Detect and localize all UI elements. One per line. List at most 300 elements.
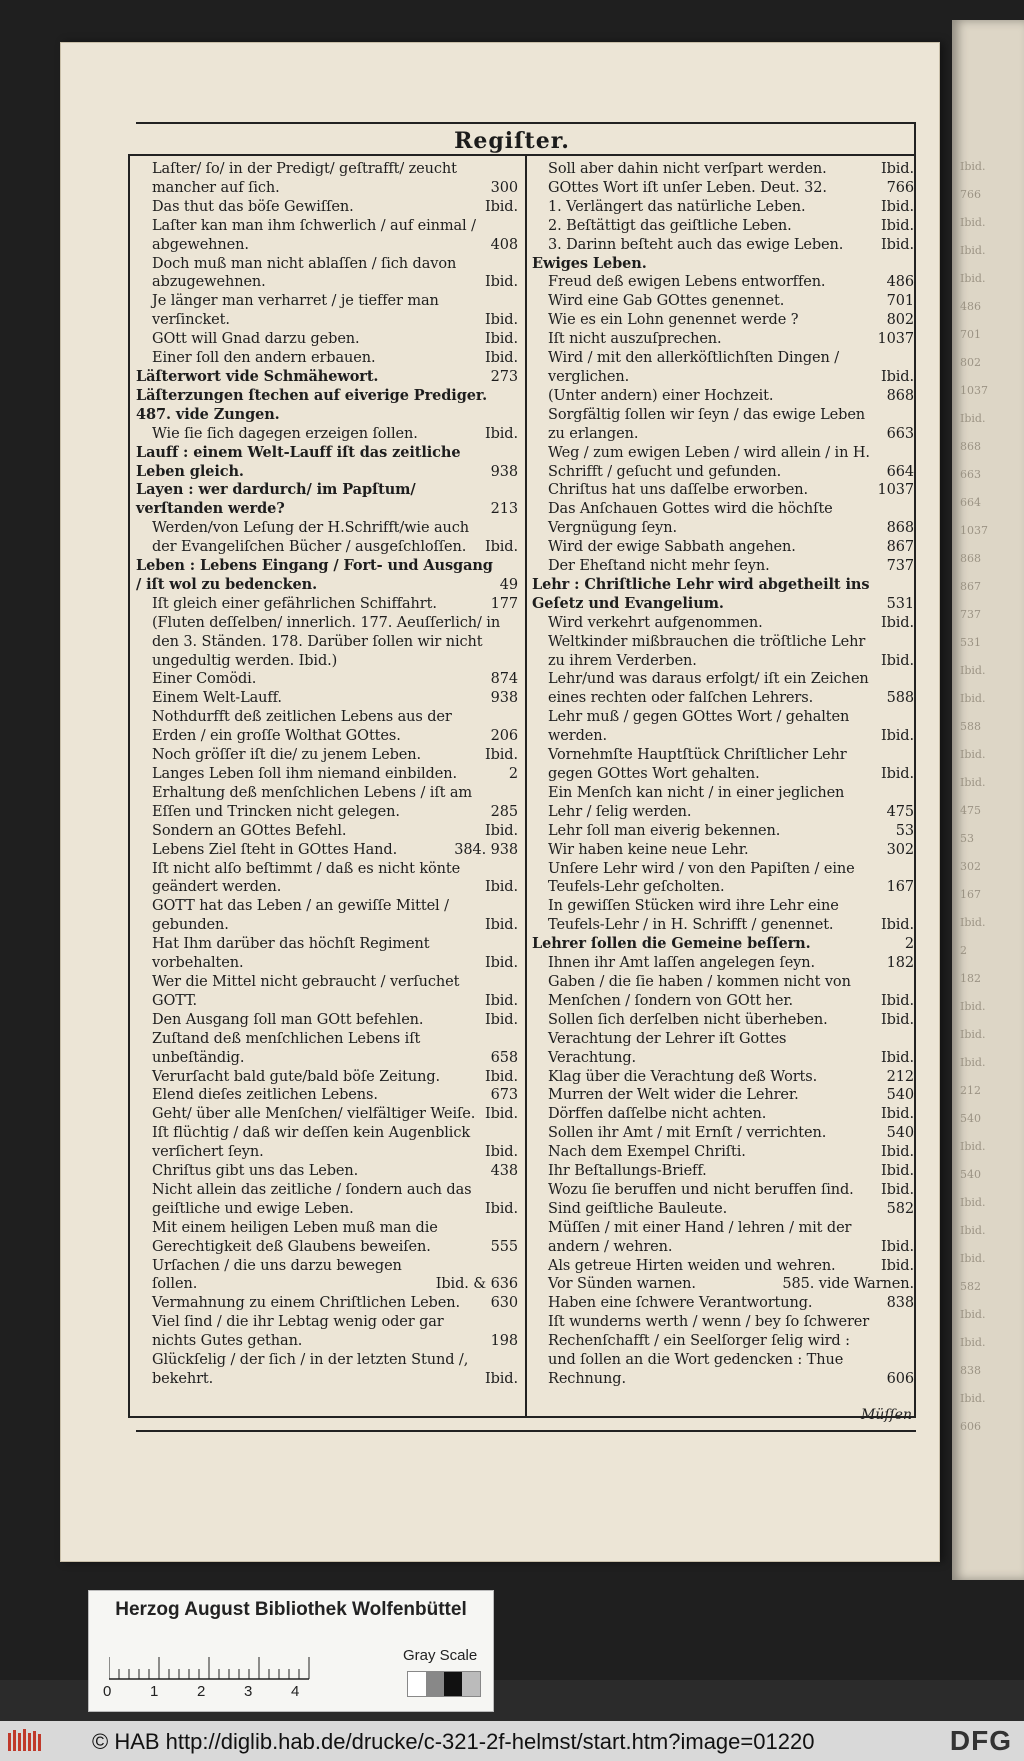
entry-page-ref: 531 xyxy=(886,595,914,612)
index-entry xyxy=(136,387,518,425)
adjacent-page-fragment: 588 xyxy=(960,720,981,733)
entry-text: Vor Sünden warnen. xyxy=(548,1276,696,1293)
entry-page-ref: Ibid. xyxy=(484,917,518,934)
index-entry xyxy=(532,387,914,406)
adjacent-page-fragment: Ibid. xyxy=(960,916,986,929)
entry-text: (Fluten deſſelben/ innerlich. 177. Aeuſſerlich/ in den 3. Ständen. 178. Darüber ſollen wir nicht ungedultig werden. Ibid.) xyxy=(152,614,501,669)
entry-page-ref: 868 xyxy=(886,387,914,404)
entry-text: Lehr muß / gegen GOttes Wort / gehalten werden. xyxy=(548,709,850,745)
index-entry xyxy=(532,1181,914,1200)
entry-text: Langes Leben ſoll ihm niemand einbilden. xyxy=(152,766,457,782)
index-entry xyxy=(532,841,914,860)
entry-page-ref: 486 xyxy=(886,274,914,291)
index-entry xyxy=(532,1086,914,1105)
entry-text: Chriſtus gibt uns das Leben. xyxy=(152,1163,359,1180)
index-entry xyxy=(532,406,914,444)
index-entry xyxy=(136,519,518,557)
entry-text: Lebens Ziel ſteht in GOttes Hand. xyxy=(152,841,398,858)
index-entry xyxy=(136,746,518,765)
index-entry xyxy=(136,557,518,595)
adjacent-page-fragment: Ibid. xyxy=(960,664,986,677)
index-entry xyxy=(532,1030,914,1068)
adjacent-page-fragment: 1037 xyxy=(960,384,988,397)
entry-text: Mit einem heiligen Leben muß man die Gerechtigkeit deß Glaubens beweiſen. xyxy=(152,1219,438,1255)
entry-page-ref: 475 xyxy=(886,803,914,820)
adjacent-page-fragment: 737 xyxy=(960,608,981,621)
index-entry xyxy=(532,538,914,557)
entry-text: Wozu ſie beruffen und nicht beruffen ſind. xyxy=(548,1181,854,1198)
entry-text: Unſere Lehr wird / von den Papiſten / eine Teufels-Lehr geſcholten. xyxy=(548,860,855,896)
index-entry xyxy=(532,1143,914,1162)
entry-page-ref: 938 xyxy=(490,690,518,707)
entry-page-ref: Ibid. xyxy=(880,1163,914,1180)
entry-page-ref: Ibid. xyxy=(484,822,518,839)
index-entry xyxy=(136,198,518,217)
entry-text: Viel ſind / die ihr Lebtag wenig oder gar nichts Gutes gethan. xyxy=(152,1314,444,1350)
index-entry xyxy=(136,1219,518,1257)
entry-text: Layen : wer dardurch/ im Papſtum/ verſtanden werde? xyxy=(136,481,416,518)
entry-page-ref: Ibid. xyxy=(880,728,914,745)
gray-scale-caption: Gray Scale xyxy=(403,1647,478,1664)
adjacent-page-fragment: Ibid. xyxy=(960,272,986,285)
index-entry xyxy=(136,1086,518,1105)
index-entry xyxy=(532,273,914,292)
entry-page-ref: Ibid. xyxy=(484,331,518,348)
adjacent-page-fragment: 582 xyxy=(960,1280,981,1293)
entry-text: Iſt flüchtig / daß wir deſſen kein Augenblick verſichert ſeyn. xyxy=(152,1125,471,1161)
entry-text: Geht/ über alle Menſchen/ vielfältiger Weiſe. xyxy=(152,1106,476,1123)
entry-text: Das thut das böſe Gewiſſen. xyxy=(152,198,354,215)
entry-text: Chriſtus hat uns daſſelbe erworben. xyxy=(548,482,808,499)
entry-page-ref: 1037 xyxy=(877,482,914,499)
adjacent-page-fragment: 167 xyxy=(960,888,981,901)
index-entry xyxy=(532,935,914,954)
bottom-rule xyxy=(128,1416,916,1418)
bottom-rule-double xyxy=(136,1430,916,1432)
entry-text: Sondern an GOttes Befehl. xyxy=(152,822,347,839)
entry-page-ref: 285 xyxy=(490,803,518,820)
entry-page-ref: Ibid. xyxy=(880,236,914,253)
entry-text: Wie es ein Lohn genennet werde ? xyxy=(548,312,799,329)
entry-text: Als getreue Hirten weiden und wehren. xyxy=(548,1257,836,1274)
index-entry xyxy=(136,160,518,198)
entry-text: GOttes Wort iſt unſer Leben. Deut. 32. xyxy=(548,179,827,196)
index-entry xyxy=(532,973,914,1011)
index-column-right xyxy=(532,160,914,1389)
index-entry xyxy=(136,1257,518,1295)
entry-page-ref: 384. 938 xyxy=(454,841,518,858)
entry-page-ref: 664 xyxy=(886,463,914,480)
adjacent-page-fragment: 868 xyxy=(960,552,981,565)
adjacent-page-fragment: 212 xyxy=(960,1084,981,1097)
entry-page-ref: 167 xyxy=(886,879,914,896)
entry-text: Nach dem Exempel Chriſti. xyxy=(548,1144,746,1161)
adjacent-page-fragment: Ibid. xyxy=(960,1392,986,1405)
viewer-footer xyxy=(0,1721,1024,1761)
entry-text: Murren der Welt wider die Lehrer. xyxy=(548,1087,799,1104)
index-entry xyxy=(532,1219,914,1257)
entry-page-ref: 212 xyxy=(886,1068,914,1085)
entry-text: Noch gröſſer iſt die/ zu jenem Leben. xyxy=(152,747,421,764)
entry-text: 2. Beſtättigt das geiſtliche Leben. xyxy=(548,217,792,234)
index-entry xyxy=(136,444,518,482)
adjacent-page-fragment: 867 xyxy=(960,580,981,593)
institution-name: Herzog August Bibliothek Wolfenbüttel xyxy=(115,1599,467,1620)
top-rule xyxy=(136,122,916,124)
entry-page-ref: 663 xyxy=(886,425,914,442)
index-entry xyxy=(136,670,518,689)
entry-page-ref: Ibid. xyxy=(880,1181,914,1198)
entry-text: Ewiges Leben. xyxy=(532,254,647,272)
entry-page-ref: Ibid. & 636 xyxy=(435,1276,518,1293)
entry-page-ref: 2 xyxy=(904,936,914,953)
adjacent-page-fragment: Ibid. xyxy=(960,1308,986,1321)
index-entry xyxy=(532,217,914,236)
index-entry xyxy=(136,784,518,822)
index-entry xyxy=(136,1162,518,1181)
index-entry xyxy=(532,330,914,349)
adjacent-page-fragment: 766 xyxy=(960,188,981,201)
entry-text: Sind geiſtliche Bauleute. xyxy=(548,1200,728,1217)
entry-text: Leben : Lebens Eingang / Fort- und Ausgang / iſt wol zu bedencken. xyxy=(136,557,493,593)
entry-text: Freud deß ewigen Lebens entworffen. xyxy=(548,274,826,291)
entry-page-ref: Ibid. xyxy=(880,1011,914,1028)
ruler-number: 1 xyxy=(150,1683,159,1700)
entry-page-ref: Ibid. xyxy=(484,350,518,367)
adjacent-page-fragment: 53 xyxy=(960,832,974,845)
index-entry xyxy=(136,1068,518,1087)
entry-text: Gaben / die ſie haben / kommen nicht von Menſchen / ſondern von GOtt her. xyxy=(548,973,851,1009)
index-entry xyxy=(532,236,914,255)
entry-text: Einem Welt-Lauff. xyxy=(152,690,282,707)
index-entry xyxy=(136,973,518,1011)
entry-page-ref: Ibid. xyxy=(484,274,518,291)
entry-text: Zuſtand deß menſchlichen Lebens iſt unbeſtändig. xyxy=(152,1030,421,1066)
entry-text: Ihnen ihr Amt laſſen angelegen ſeyn. xyxy=(548,955,816,972)
index-entry xyxy=(532,349,914,387)
adjacent-page-fragment: Ibid. xyxy=(960,776,986,789)
entry-page-ref: 673 xyxy=(490,1087,518,1104)
ruler-number: 2 xyxy=(197,1683,206,1700)
entry-text: Nicht allein das zeitliche / ſondern auch das geiſtliche und ewige Leben. xyxy=(152,1181,472,1217)
entry-page-ref: Ibid. xyxy=(880,1144,914,1161)
library-label xyxy=(88,1590,494,1712)
index-entry xyxy=(532,897,914,935)
index-entry xyxy=(136,349,518,368)
entry-page-ref: 198 xyxy=(490,1333,518,1350)
index-entry xyxy=(136,897,518,935)
entry-text: Lehr : Chriſtliche Lehr wird abgetheilt ins Geſetz und Evangelium. xyxy=(532,575,870,612)
entry-text: Einer ſoll den andern erbauen. xyxy=(152,350,376,367)
index-entry xyxy=(532,1068,914,1087)
adjacent-page-fragment: Ibid. xyxy=(960,1196,986,1209)
entry-text: Läſterwort vide Schmähewort. xyxy=(136,367,379,385)
entry-text: Weg / zum ewigen Leben / wird allein / in H. Schrifft / geſucht und gefunden. xyxy=(548,444,870,480)
entry-text: Ihr Beſtallungs-Brieff. xyxy=(548,1163,707,1180)
index-entry xyxy=(532,1275,914,1294)
adjacent-page-fragment: Ibid. xyxy=(960,692,986,705)
entry-text: Wird verkehrt aufgenommen. xyxy=(548,614,763,631)
entry-page-ref: Ibid. xyxy=(484,312,518,329)
entry-page-ref: 658 xyxy=(490,1049,518,1066)
index-entry xyxy=(532,708,914,746)
index-entry xyxy=(532,954,914,973)
entry-text: Lehr ſoll man eiverig bekennen. xyxy=(548,822,781,839)
entry-text: Vornehmſte Hauptſtück Chriſtlicher Lehr gegen GOttes Wort gehalten. xyxy=(548,747,847,782)
copyright-url[interactable]: © HAB http://diglib.hab.de/drucke/c-321-2f-helmst/start.htm?image=01220 xyxy=(92,1729,815,1754)
entry-text: Klag über die Verachtung deß Worts. xyxy=(548,1068,818,1085)
entry-text: Glückſelig / der ſich / in der letzten Stund /, bekehrt. xyxy=(152,1352,469,1387)
entry-page-ref: Ibid. xyxy=(880,652,914,669)
index-entry xyxy=(532,481,914,500)
entry-page-ref: 206 xyxy=(490,728,518,745)
entry-page-ref: Ibid. xyxy=(880,1238,914,1255)
dfg-logo: DFG xyxy=(949,1725,1012,1756)
entry-page-ref: 606 xyxy=(886,1371,914,1387)
entry-page-ref: Ibid. xyxy=(484,539,518,556)
entry-text: Urſachen / die uns darzu bewegen ſollen. xyxy=(152,1257,402,1293)
adjacent-page-fragment: 664 xyxy=(960,496,981,509)
running-header: Regiſter. xyxy=(454,128,570,154)
frame-right-rule xyxy=(914,124,916,1416)
measurement-ruler xyxy=(109,1645,399,1681)
entry-page-ref: 630 xyxy=(490,1295,518,1312)
adjacent-page-fragment: 606 xyxy=(960,1420,981,1433)
index-entry xyxy=(136,708,518,746)
adjacent-page-fragment: 182 xyxy=(960,972,981,985)
entry-text: Werden/von Leſung der H.Schrifft/wie auch der Evangeliſchen Bücher / ausgeſchloſſen. xyxy=(152,520,469,556)
entry-text: Laſter kan man ihm ſchwerlich / auf einmal / abgewehnen. xyxy=(152,217,476,253)
entry-text: In gewiſſen Stücken wird ihre Lehr eine Teufels-Lehr / in H. Schrifft / genennet. xyxy=(548,898,839,934)
entry-page-ref: Ibid. xyxy=(880,992,914,1009)
index-entry xyxy=(532,179,914,198)
entry-page-ref: 867 xyxy=(886,539,914,556)
entry-page-ref: 408 xyxy=(490,236,518,253)
entry-text: Doch muß man nicht ablaſſen / ſich davon abzugewehnen. xyxy=(152,255,457,291)
adjacent-page-fragment: Ibid. xyxy=(960,748,986,761)
index-entry xyxy=(136,935,518,973)
adjacent-page-fragment: 868 xyxy=(960,440,981,453)
entry-text: Erhaltung deß menſchlichen Lebens / iſt am Eſſen und Trincken nicht gelegen. xyxy=(152,784,473,820)
index-entry xyxy=(136,822,518,841)
entry-text: Je länger man verharret / je tieffer man verſincket. xyxy=(152,293,439,329)
entry-text: Weltkinder mißbrauchen die tröſtliche Lehr zu ihrem Verderben. xyxy=(548,633,866,669)
index-entry xyxy=(136,255,518,293)
entry-text: 3. Darinn beſteht auch das ewige Leben. xyxy=(548,236,844,253)
index-entry xyxy=(136,1313,518,1351)
entry-page-ref: 540 xyxy=(886,1087,914,1104)
entry-text: Lehrer ſollen die Gemeine beſſern. xyxy=(532,935,811,953)
index-entry xyxy=(532,576,914,614)
adjacent-page-fragment: 540 xyxy=(960,1168,981,1181)
index-entry xyxy=(136,614,518,671)
index-entry xyxy=(136,1351,518,1389)
entry-page-ref: 302 xyxy=(886,841,914,858)
index-entry xyxy=(532,557,914,576)
adjacent-page-fragment: 802 xyxy=(960,356,981,369)
frame-left-rule xyxy=(128,154,130,1416)
entry-page-ref: Ibid. xyxy=(880,614,914,631)
adjacent-page-fragment: 2 xyxy=(960,944,967,957)
entry-text: Lehr/und was daraus erfolgt/ iſt ein Zeichen eines rechten oder falſchen Lehrers. xyxy=(548,671,869,707)
entry-page-ref: 868 xyxy=(886,520,914,537)
index-entry xyxy=(136,860,518,898)
adjacent-page-fragment: Ibid. xyxy=(960,1140,986,1153)
entry-text: Wir haben keine neue Lehr. xyxy=(548,841,749,858)
entry-page-ref: Ibid. xyxy=(484,1068,518,1085)
entry-page-ref: Ibid. xyxy=(880,1049,914,1066)
index-entry xyxy=(136,217,518,255)
entry-text: Sorgfältig ſollen wir ſeyn / das ewige Leben zu erlangen. xyxy=(548,406,866,442)
adjacent-page-fragment: 475 xyxy=(960,804,981,817)
entry-page-ref: 555 xyxy=(490,1238,518,1255)
index-entry xyxy=(136,1294,518,1313)
entry-page-ref: 874 xyxy=(490,671,518,688)
index-column-left xyxy=(136,160,518,1389)
entry-text: Wer die Mittel nicht gebraucht / verſuchet GOTT. xyxy=(152,973,460,1009)
index-entry xyxy=(532,822,914,841)
adjacent-page-fragment: 1037 xyxy=(960,524,988,537)
entry-text: Der Eheſtand nicht mehr ſeyn. xyxy=(548,558,770,575)
index-entry xyxy=(136,689,518,708)
entry-text: Iſt gleich einer gefährlichen Schiffahrt. xyxy=(152,595,437,612)
entry-text: Nothdurfft deß zeitlichen Lebens aus der Erden / ein groſſe Wolthat GOttes. xyxy=(152,709,452,745)
index-entry xyxy=(532,255,914,274)
entry-page-ref: 802 xyxy=(886,312,914,329)
index-entry xyxy=(532,1313,914,1389)
entry-page-ref: Ibid. xyxy=(880,1257,914,1274)
index-entry xyxy=(532,311,914,330)
entry-text: Einer Comödi. xyxy=(152,671,257,688)
entry-page-ref: 766 xyxy=(886,179,914,196)
hab-logo-icon xyxy=(6,1727,46,1755)
entry-text: Verurſacht bald gute/bald böſe Zeitung. xyxy=(152,1068,441,1085)
index-entry xyxy=(136,1011,518,1030)
index-entry xyxy=(532,1200,914,1219)
entry-page-ref: 53 xyxy=(895,822,914,839)
adjacent-page-fragment: Ibid. xyxy=(960,1000,986,1013)
adjacent-page-fragment: 663 xyxy=(960,468,981,481)
index-entry xyxy=(532,746,914,784)
index-entry xyxy=(532,1162,914,1181)
ruler-number: 3 xyxy=(244,1683,253,1700)
entry-page-ref: 585. vide Warnen. xyxy=(782,1276,914,1293)
ruler-number: 0 xyxy=(103,1683,112,1700)
entry-text: Hat Ihm darüber das höchſt Regiment vorbehalten. xyxy=(152,936,430,972)
index-entry xyxy=(136,330,518,349)
index-entry xyxy=(532,784,914,822)
entry-page-ref: 273 xyxy=(490,368,518,385)
entry-text: Soll aber dahin nicht verſpart werden. xyxy=(548,161,827,177)
entry-page-ref: 838 xyxy=(886,1295,914,1312)
adjacent-page-fragment: Ibid. xyxy=(960,1336,986,1349)
index-entry xyxy=(136,368,518,387)
entry-page-ref: 540 xyxy=(886,1125,914,1142)
index-entry xyxy=(136,1181,518,1219)
index-entry xyxy=(532,860,914,898)
adjacent-page-fragment: 540 xyxy=(960,1112,981,1125)
index-entry xyxy=(532,292,914,311)
index-entry xyxy=(136,1124,518,1162)
entry-text: GOtt will Gnad darzu geben. xyxy=(152,331,360,348)
adjacent-page-fragment: Ibid. xyxy=(960,1056,986,1069)
index-entry xyxy=(532,1257,914,1276)
entry-text: Iſt nicht auszuſprechen. xyxy=(548,331,722,348)
entry-text: Haben eine ſchwere Verantwortung. xyxy=(548,1295,813,1312)
index-entry xyxy=(532,500,914,538)
index-entry xyxy=(136,765,518,784)
entry-page-ref: Ibid. xyxy=(484,425,518,442)
entry-page-ref: 938 xyxy=(490,463,518,480)
entry-text: Den Ausgang ſoll man GOtt befehlen. xyxy=(152,1011,424,1028)
index-entry xyxy=(136,1030,518,1068)
entry-text: Sollen ihr Amt / mit Ernſt / verrichten. xyxy=(548,1125,827,1142)
index-entry xyxy=(532,160,914,179)
adjacent-page-fragment: Ibid. xyxy=(960,216,986,229)
adjacent-page-fragment: 838 xyxy=(960,1364,981,1377)
entry-page-ref: 588 xyxy=(886,690,914,707)
entry-text: Sollen ſich derſelben nicht überheben. xyxy=(548,1011,828,1028)
index-entry xyxy=(136,425,518,444)
index-entry xyxy=(532,1011,914,1030)
index-entry xyxy=(136,292,518,330)
entry-page-ref: 701 xyxy=(886,293,914,310)
catchword: Müſſen xyxy=(860,1407,912,1423)
adjacent-page-fragment: 486 xyxy=(960,300,981,313)
entry-page-ref: 177 xyxy=(490,595,518,612)
column-divider xyxy=(525,154,527,1416)
entry-text: Das Anſchauen Gottes wird die höchſte Vergnügung ſeyn. xyxy=(548,501,833,537)
index-entry xyxy=(136,481,518,519)
index-entry xyxy=(532,1124,914,1143)
entry-text: 1. Verlängert das natürliche Leben. xyxy=(548,198,806,215)
index-entry xyxy=(136,1105,518,1124)
adjacent-page-fragment: Ibid. xyxy=(960,1028,986,1041)
entry-page-ref: Ibid. xyxy=(484,955,518,972)
entry-text: Verachtung der Lehrer iſt Gottes Verachtung. xyxy=(548,1030,787,1066)
entry-text: Wird eine Gab GOttes genennet. xyxy=(548,293,785,310)
index-entry xyxy=(136,595,518,614)
index-entry xyxy=(532,670,914,708)
gray-scale-swatch xyxy=(407,1671,481,1697)
entry-page-ref: Ibid. xyxy=(484,747,518,764)
ruler-number: 4 xyxy=(291,1683,300,1700)
adjacent-page-fragment: 701 xyxy=(960,328,981,341)
entry-page-ref: Ibid. xyxy=(880,1106,914,1123)
entry-page-ref: Ibid. xyxy=(880,161,914,177)
index-entry xyxy=(532,1294,914,1313)
entry-page-ref: Ibid. xyxy=(484,198,518,215)
entry-page-ref: 737 xyxy=(886,558,914,575)
index-entry xyxy=(532,1105,914,1124)
entry-page-ref: Ibid. xyxy=(484,1106,518,1123)
adjacent-page-fragment: Ibid. xyxy=(960,1252,986,1265)
adjacent-page-fragment: 302 xyxy=(960,860,981,873)
entry-page-ref: 49 xyxy=(499,576,518,593)
index-entry xyxy=(532,633,914,671)
entry-page-ref: Ibid. xyxy=(880,368,914,385)
entry-page-ref: Ibid. xyxy=(484,1011,518,1028)
entry-text: Elend dieſes zeitlichen Lebens. xyxy=(152,1087,378,1104)
entry-text: (Unter andern) einer Hochzeit. xyxy=(548,387,774,404)
adjacent-page-fragment: Ibid. xyxy=(960,412,986,425)
entry-page-ref: Ibid. xyxy=(880,766,914,782)
entry-text: Vermahnung zu einem Chriſtlichen Leben. xyxy=(152,1295,460,1312)
entry-page-ref: Ibid. xyxy=(484,992,518,1009)
entry-page-ref: Ibid. xyxy=(880,217,914,234)
adjacent-page-fragment: Ibid. xyxy=(960,160,986,173)
entry-page-ref: 213 xyxy=(490,501,518,518)
